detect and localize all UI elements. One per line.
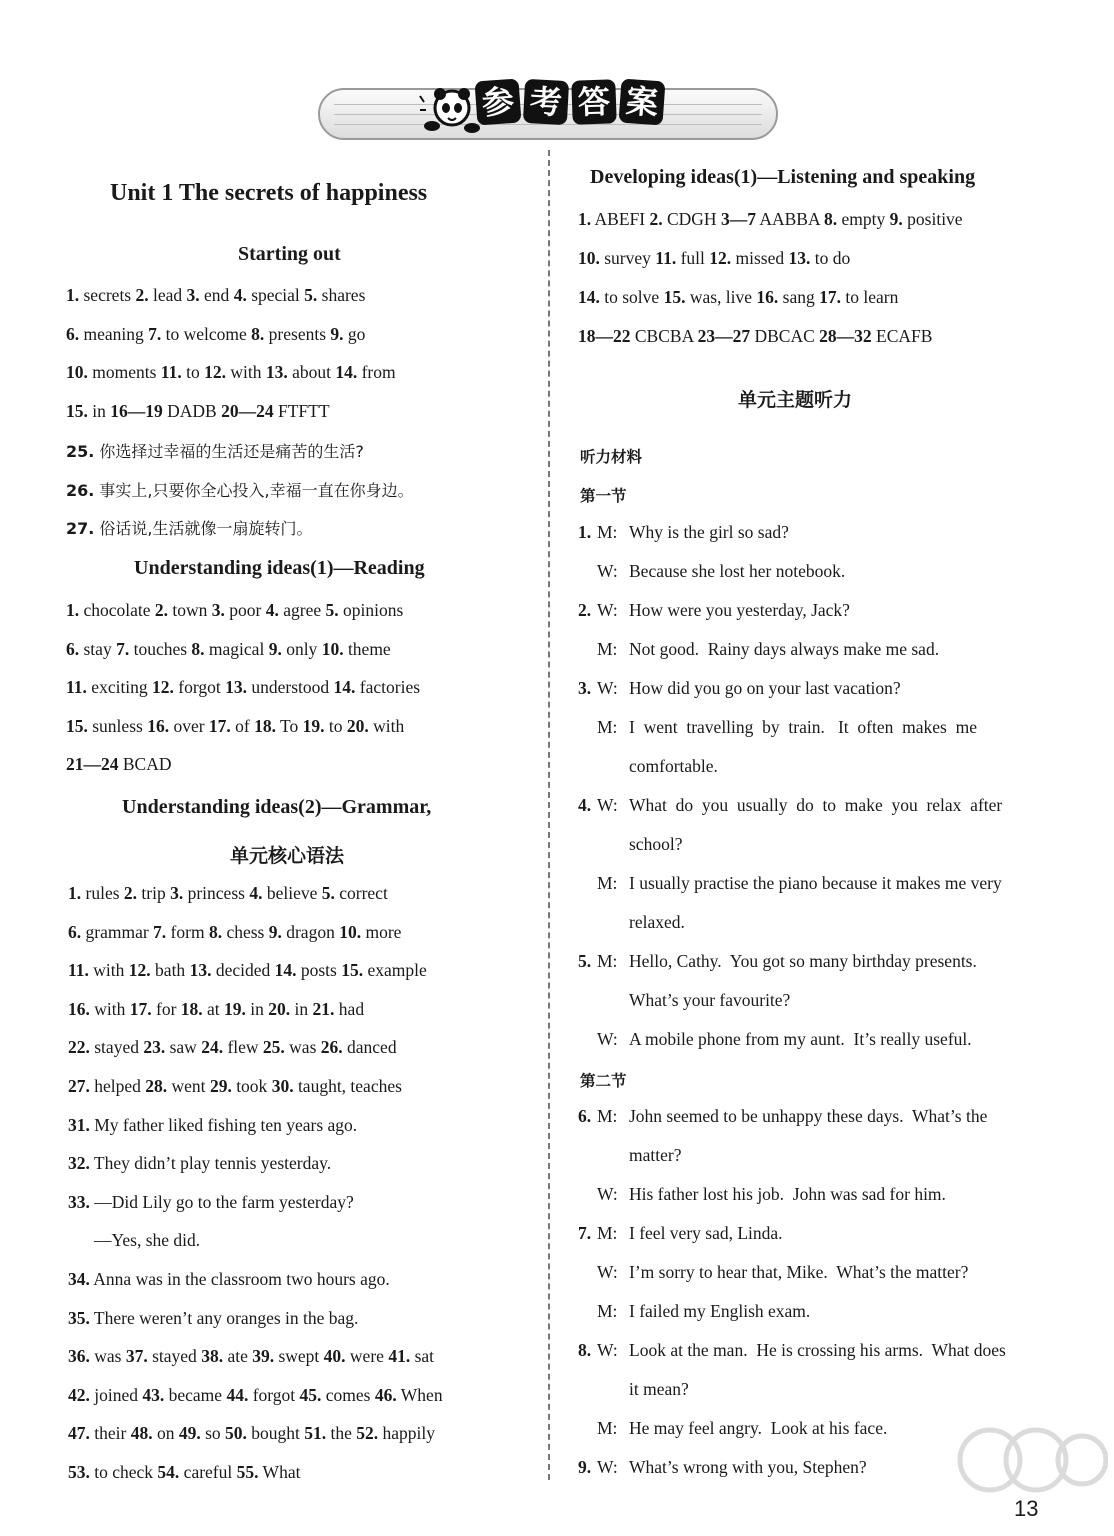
title-char: 案	[619, 79, 666, 126]
dialogue-text: Because she lost her notebook.	[629, 561, 846, 581]
speaker-label: M:	[597, 1301, 618, 1321]
answer-line: 11. with 12. bath 13. decided 14. posts 15. example	[68, 960, 427, 981]
answer-line: 27. 俗话说,生活就像一扇旋转门。	[66, 519, 313, 538]
dialogue-number: 2.	[578, 600, 592, 620]
dialogue-text: comfortable.	[629, 756, 718, 776]
answer-line: 34. Anna was in the classroom two hours ago.	[68, 1269, 390, 1289]
answer-line: 53. to check 54. careful 55. What	[68, 1462, 301, 1482]
listening-heading: Developing ideas(1)—Listening and speaking	[590, 166, 976, 188]
answer-line: 22. stayed 23. saw 24. flew 25. was 26. danced	[68, 1037, 397, 1058]
dialogue-text: relaxed.	[629, 912, 685, 932]
dialogue-text: Look at the man. He is crossing his arms. What does	[629, 1340, 1006, 1360]
dialogue-text: Not good. Rainy days always make me sad.	[629, 639, 940, 659]
speaker-label: W:	[597, 1184, 618, 1204]
answer-line: 35. There weren’t any oranges in the bag.	[68, 1307, 359, 1328]
starting-out-heading: Starting out	[238, 243, 341, 265]
speaker-label: W:	[597, 561, 618, 581]
dialogue-number: 8.	[578, 1340, 592, 1360]
section-1-label: 第一节	[580, 487, 627, 505]
dialogue-number: 5.	[578, 951, 592, 971]
dialogue-text: matter?	[629, 1145, 682, 1165]
answer-line: 47. their 48. on 49. so 50. bought 51. the 52. happily	[68, 1423, 436, 1444]
speaker-label: M:	[597, 522, 618, 542]
listening-material-label: 听力材料	[580, 448, 643, 466]
answer-line: 26. 事实上,只要你全心投入,幸福一直在你身边。	[66, 480, 414, 500]
page-number: 13	[1014, 1496, 1039, 1521]
dialogue-text: Why is the girl so sad?	[629, 522, 789, 542]
answer-line: 6. grammar 7. form 8. chess 9. dragon 10. more	[68, 921, 402, 942]
answer-line: 16. with 17. for 18. at 19. in 20. in 21. had	[68, 998, 365, 1019]
grammar-heading-cn: 单元核心语法	[230, 845, 345, 867]
answer-line: 31. My father liked fishing ten years ago.	[68, 1114, 358, 1135]
answer-line: 1. chocolate 2. town 3. poor 4. agree 5. opinions	[66, 600, 404, 620]
dialogue-text: What do you usually do to make you relax after	[629, 795, 1003, 815]
dialogue-number: 3.	[578, 678, 592, 698]
answer-line: 14. to solve 15. was, live 16. sang 17. to learn	[578, 287, 899, 307]
speaker-label: W:	[597, 1340, 618, 1360]
speaker-label: W:	[597, 678, 618, 698]
dialogue-text: I went travelling by train. It often makes me	[629, 717, 977, 737]
answer-line: 1. rules 2. trip 3. princess 4. believe 5. correct	[68, 883, 388, 903]
speaker-label: M:	[597, 873, 618, 893]
answer-line: 25. 你选择过幸福的生活还是痛苦的生活?	[66, 442, 364, 461]
speaker-label: M:	[597, 717, 618, 737]
title-char: 答	[571, 79, 617, 125]
answer-line: 1. ABEFI 2. CDGH 3—7 AABBA 8. empty 9. positive	[578, 209, 963, 229]
answer-line: 1. secrets 2. lead 3. end 4. special 5. shares	[66, 285, 366, 305]
answer-key-title	[476, 80, 664, 130]
unit-title: Unit 1 The secrets of happiness	[110, 180, 428, 206]
answer-line: 36. was 37. stayed 38. ate 39. swept 40. were 41. sat	[68, 1346, 435, 1367]
dialogue-text: A mobile phone from my aunt. It’s really useful.	[629, 1029, 972, 1049]
dialogue-text: I feel very sad, Linda.	[629, 1223, 783, 1243]
speaker-label: W:	[597, 1029, 618, 1049]
grammar-heading: Understanding ideas(2)—Grammar,	[122, 796, 432, 818]
answer-line: 10. survey 11. full 12. missed 13. to do	[578, 248, 851, 268]
speaker-label: M:	[597, 951, 618, 971]
dialogue-text: His father lost his job. John was sad for him.	[629, 1184, 946, 1204]
title-char: 参	[475, 79, 522, 126]
answer-line: 6. stay 7. touches 8. magical 9. only 10. theme	[66, 638, 391, 659]
speaker-label: W:	[597, 600, 618, 620]
dialogue-number: 7.	[578, 1223, 592, 1243]
unit-listening-heading: 单元主题听力	[738, 389, 853, 411]
title-char: 考	[523, 79, 569, 125]
speaker-label: W:	[597, 1262, 618, 1282]
answer-line: —Yes, she did.	[94, 1230, 201, 1251]
answer-line: 10. moments 11. to 12. with 13. about 14. from	[66, 362, 396, 382]
column-divider	[548, 150, 550, 1480]
speaker-label: M:	[597, 639, 618, 659]
section-2-label: 第二节	[580, 1072, 627, 1090]
dialogue-number: 9.	[578, 1457, 592, 1477]
dialogue-text: John seemed to be unhappy these days. What’s the	[629, 1106, 988, 1126]
answer-line: 27. helped 28. went 29. took 30. taught, teaches	[68, 1076, 402, 1096]
answer-line: 15. in 16—19 DADB 20—24 FTFTT	[66, 400, 330, 421]
answer-line: 11. exciting 12. forgot 13. understood 14. factories	[66, 677, 421, 697]
answer-line: 33. —Did Lily go to the farm yesterday?	[68, 1191, 354, 1212]
answer-line: 15. sunless 16. over 17. of 18. To 19. to 20. with	[66, 715, 405, 736]
answer-line: 32. They didn’t play tennis yesterday.	[68, 1153, 332, 1174]
dialogue-number: 6.	[578, 1106, 592, 1126]
speaker-label: M:	[597, 1106, 618, 1126]
dialogue-text: Hello, Cathy. You got so many birthday presents.	[629, 951, 977, 971]
speaker-label: M:	[597, 1223, 618, 1243]
answer-line: 42. joined 43. became 44. forgot 45. comes 46. When	[68, 1384, 443, 1405]
dialogue-text: What’s your favourite?	[629, 990, 791, 1010]
reading-heading: Understanding ideas(1)—Reading	[134, 557, 425, 579]
dialogue-text: He may feel angry. Look at his face.	[629, 1418, 888, 1438]
speaker-label: W:	[597, 1457, 618, 1477]
dialogue-number: 1.	[578, 522, 592, 542]
dialogue-text: it mean?	[629, 1379, 689, 1399]
speaker-label: M:	[597, 1418, 618, 1438]
dialogue-text: I usually practise the piano because it makes me very	[629, 873, 1002, 893]
dialogue-text: school?	[629, 834, 683, 854]
dialogue-text: What’s wrong with you, Stephen?	[629, 1457, 867, 1477]
dialogue-text: How were you yesterday, Jack?	[629, 600, 850, 620]
dialogue-text: How did you go on your last vacation?	[629, 678, 901, 698]
dialogue-text: I’m sorry to hear that, Mike. What’s the matter?	[629, 1262, 969, 1282]
dialogue-number: 4.	[578, 795, 592, 815]
speaker-label: W:	[597, 795, 618, 815]
answer-line: 21—24 BCAD	[66, 754, 172, 774]
answer-line: 18—22 CBCBA 23—27 DBCAC 28—32 ECAFB	[578, 326, 933, 346]
dialogue-text: I failed my English exam.	[629, 1301, 811, 1321]
answer-line: 6. meaning 7. to welcome 8. presents 9. go	[66, 323, 366, 344]
watermark-logo	[918, 1418, 1108, 1528]
